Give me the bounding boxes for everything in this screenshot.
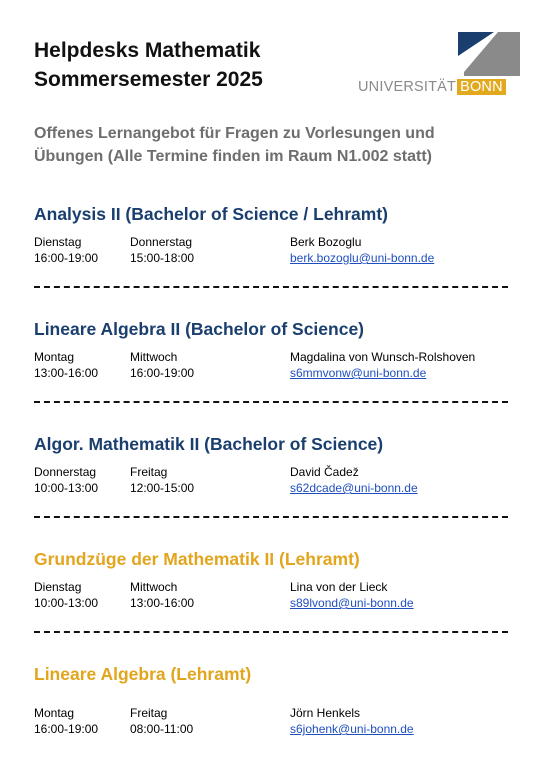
section-title: Analysis II (Bachelor of Science / Lehramt) [34, 204, 388, 224]
slot-2 [130, 234, 194, 266]
contact-name: Berk Bozoglu [290, 235, 362, 249]
slot-time: 15:00-18:00 [130, 251, 195, 265]
contact [290, 464, 418, 496]
email-link[interactable]: s89lvond@uni-bonn.de [290, 596, 414, 610]
schedule-row [34, 579, 514, 611]
slot-day: Dienstag [34, 580, 82, 594]
title-line-2: Sommersemester 2025 [34, 68, 263, 91]
slot-1 [34, 234, 98, 266]
intro-text [34, 122, 514, 168]
slot-2 [130, 579, 194, 611]
section-title: Grundzüge der Mathematik II (Lehramt) [34, 549, 360, 569]
schedule-row [34, 705, 514, 737]
logo-text-universitaet: UNIVERSITÄT [358, 79, 457, 95]
email-link[interactable]: s62dcade@uni-bonn.de [290, 481, 418, 495]
slot-day: Montag [34, 350, 75, 364]
email-link[interactable]: s6mmvonw@uni-bonn.de [290, 366, 427, 380]
slot-2 [130, 705, 193, 737]
slot-day: Mittwoch [130, 350, 178, 364]
contact [290, 579, 414, 611]
schedule-row [34, 464, 514, 496]
page-title [34, 36, 263, 94]
contact [290, 705, 414, 737]
intro-line-1: Offenes Lernangebot für Fragen zu Vorlesungen und [34, 125, 435, 142]
slot-day: Freitag [130, 465, 168, 479]
section-lineare-algebra-lehramt [34, 663, 514, 737]
section-lineare-algebra-ii [34, 318, 514, 381]
slot-day: Donnerstag [130, 235, 193, 249]
slot-time: 13:00-16:00 [130, 596, 195, 610]
slot-time: 10:00-13:00 [34, 481, 99, 495]
slot-day: Montag [34, 706, 75, 720]
slot-2 [130, 464, 194, 496]
dashed-divider [34, 516, 508, 520]
slot-1 [34, 705, 98, 737]
slot-time: 12:00-15:00 [130, 481, 195, 495]
slot-1 [34, 579, 98, 611]
contact-name: Magdalina von Wunsch-Rolshoven [290, 350, 476, 364]
section-title: Lineare Algebra (Lehramt) [34, 664, 252, 684]
section-title: Lineare Algebra II (Bachelor of Science) [34, 319, 365, 339]
slot-day: Dienstag [34, 235, 82, 249]
slot-time: 16:00-19:00 [34, 251, 99, 265]
logo-wordmark [358, 79, 506, 96]
slot-day: Mittwoch [130, 580, 178, 594]
contact [290, 349, 475, 381]
contact-name: David Čadež [290, 465, 359, 479]
slot-day: Freitag [130, 706, 168, 720]
slot-time: 16:00-19:00 [34, 722, 99, 736]
slot-day: Donnerstag [34, 465, 97, 479]
section-algor-mathematik-ii [34, 433, 514, 496]
email-link[interactable]: s6johenk@uni-bonn.de [290, 722, 414, 736]
dashed-divider [34, 286, 508, 290]
slot-time: 13:00-16:00 [34, 366, 99, 380]
contact-name: Lina von der Lieck [290, 580, 388, 594]
slot-2 [130, 349, 194, 381]
schedule-row [34, 234, 514, 266]
contact [290, 234, 434, 266]
slot-1 [34, 349, 98, 381]
contact-name: Jörn Henkels [290, 706, 361, 720]
university-bonn-logo [358, 32, 520, 96]
intro-line-2: Übungen (Alle Termine finden im Raum N1.002 statt) [34, 148, 432, 165]
slot-1 [34, 464, 98, 496]
section-analysis-ii [34, 203, 514, 266]
logo-text-bonn: BONN [457, 79, 506, 95]
section-grundzuege-mathematik-ii [34, 548, 514, 611]
slot-time: 16:00-19:00 [130, 366, 195, 380]
slot-time: 10:00-13:00 [34, 596, 99, 610]
title-line-1: Helpdesks Mathematik [34, 39, 261, 62]
section-title: Algor. Mathematik II (Bachelor of Science) [34, 434, 384, 454]
slot-time: 08:00-11:00 [130, 722, 194, 736]
email-link[interactable]: berk.bozoglu@uni-bonn.de [290, 251, 435, 265]
dashed-divider [34, 401, 508, 405]
dashed-divider [34, 631, 508, 635]
schedule-row [34, 349, 514, 381]
logo-graphic [358, 32, 520, 76]
